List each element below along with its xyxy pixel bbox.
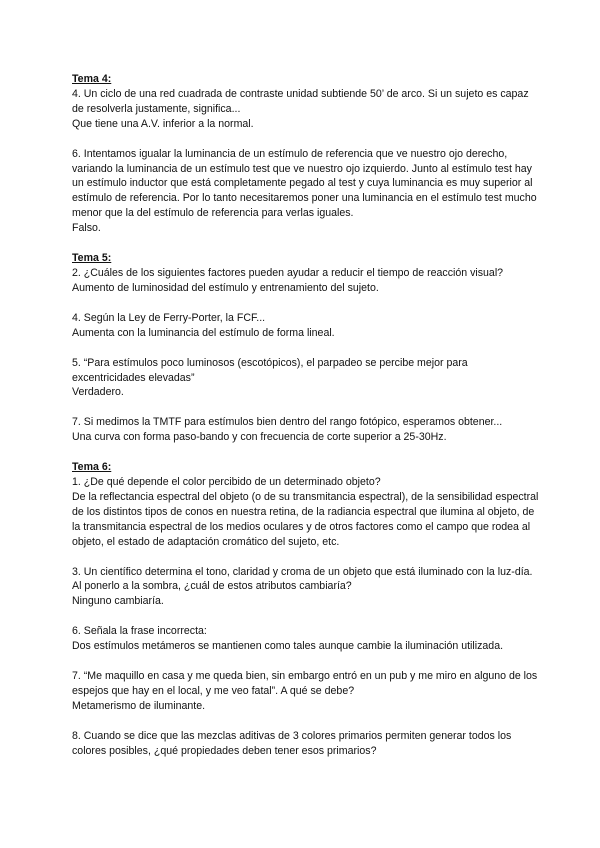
answer-text: Metamerismo de iluminante. <box>72 699 206 712</box>
answer-text: Ninguno cambiaría. <box>72 595 164 608</box>
topic-title-tema-5: Tema 5: <box>72 252 112 265</box>
question-text: 4. Un ciclo de una red cuadrada de contraste unidad subtiende 50’ de arco. Si un sujeto es capaz de resolverla justamente, significa... <box>72 87 529 115</box>
topic-title-tema-4: Tema 4: <box>72 73 112 85</box>
question-text: 6. Señala la frase incorrecta: <box>72 625 207 638</box>
document-content <box>72 72 540 759</box>
question-text: 4. Según la Ley de Ferry-Porter, la FCF... <box>72 311 266 324</box>
question-text: 1. ¿De qué depende el color percibido de un determinado objeto? <box>72 476 381 489</box>
answer-text: Aumento de luminosidad del estímulo y entrenamiento del sujeto. <box>72 281 379 294</box>
question-text: 6. Intentamos igualar la luminancia de un estímulo de referencia que ve nuestro ojo derecho, variando la luminancia de un estímulo test que ve nuestro ojo izquierdo. Junto al estímulo test hay un estímulo inductor que está completamente pegado al test y cuya luminancia es muy superior al estímulo de referencia. Por lo tanto necesitaremos poner una luminancia en el estímulo test mucho menor que la del estímulo de referencia para verlas iguales. <box>72 147 537 220</box>
answer-text: Verdadero. <box>72 386 124 399</box>
answer-text: Falso. <box>72 222 101 235</box>
answer-text: De la reflectancia espectral del objeto (o de su transmitancia espectral), de la sensibilidad espectral de los distintos tipos de conos en nuestra retina, de la radiancia espectral que ilumina al objeto, de la transmitancia espectral de los medios oculares y de otros factores como el campo que rodea al objeto, el estado de adaptación cromático del sujeto, etc. <box>72 490 539 548</box>
question-text: 3. Un científico determina el tono, claridad y croma de un objeto que está iluminado con la luz-día. Al ponerlo a la sombra, ¿cuál de estos atributos cambiaría? <box>72 565 533 593</box>
answer-text: Dos estímulos metámeros se mantienen como tales aunque cambie la iluminación utilizada. <box>72 640 504 653</box>
question-text: 7. Si medimos la TMTF para estímulos bien dentro del rango fotópico, esperamos obtener... <box>72 416 503 429</box>
question-text: 8. Cuando se dice que las mezclas aditivas de 3 colores primarios permiten generar todos los colores posibles, ¿qué propiedades deben tener esos primarios? <box>72 729 512 757</box>
answer-text: Que tiene una A.V. inferior a la normal. <box>72 117 254 130</box>
question-text: 2. ¿Cuáles de los siguientes factores pueden ayudar a reducir el tiempo de reacción visual? <box>72 266 504 279</box>
topic-title-tema-6: Tema 6: <box>72 461 112 474</box>
question-text: 7. “Me maquillo en casa y me queda bien, sin embargo entró en un pub y me miro en alguno de los espejos que hay en el local, y me veo fatal”. A qué se debe? <box>72 670 538 697</box>
question-text: 5. “Para estímulos poco luminosos (escotópicos), el parpadeo se percibe mejor para excentricidades elevadas” <box>72 356 468 384</box>
answer-text: Una curva con forma paso-bando y con frecuencia de corte superior a 25-30Hz. <box>72 431 447 444</box>
answer-text: Aumenta con la luminancia del estímulo de forma lineal. <box>72 326 335 339</box>
